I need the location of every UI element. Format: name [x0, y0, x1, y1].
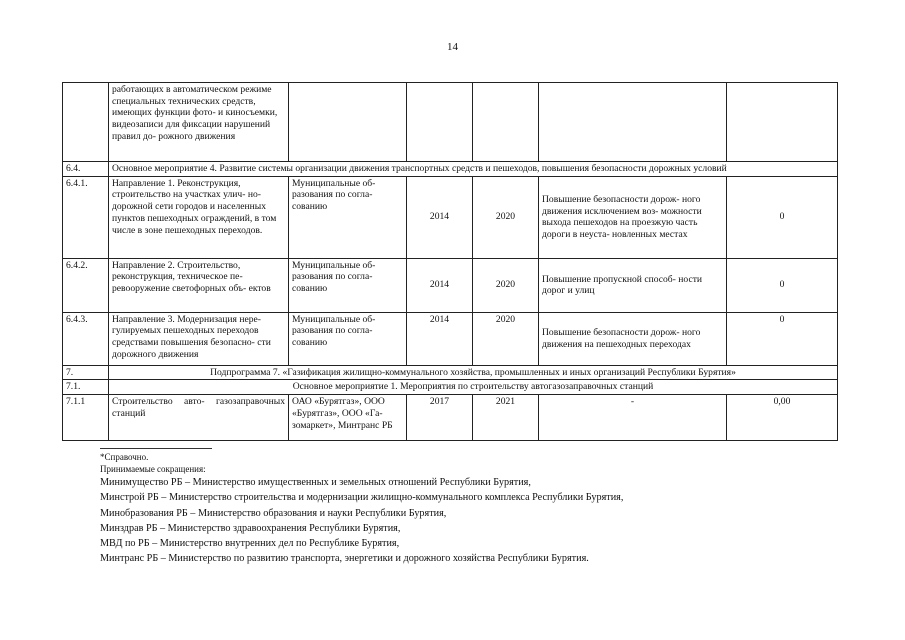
table-row [63, 312, 838, 365]
indicator-value-cell: 0,00 [727, 395, 838, 441]
expected-result-cell: - [539, 395, 727, 441]
indicator-value-cell: 0 [727, 176, 838, 258]
row-number-cell: 6.4.2. [63, 258, 109, 312]
abbreviations-title: Принимаемые сокращения: [100, 464, 206, 474]
abbreviation-line: Минздрав РБ – Министерство здравоохранения Республики Бурятия, [100, 522, 401, 534]
footnote-reference: *Справочно. [100, 452, 149, 462]
end-year-cell: 2020 [473, 258, 539, 312]
start-year-cell: 2014 [407, 312, 473, 365]
row-number-cell: 7.1.1 [63, 395, 109, 441]
measure-name-cell: Направление 2. Строительство, реконструкция, техническое пе- ревооружение светофорных объ- ектов [109, 258, 289, 312]
table-row [63, 395, 838, 441]
end-year-cell: 2021 [473, 395, 539, 441]
start-year-cell: 2014 [407, 258, 473, 312]
expected-result-cell: Повышение безопасности дорож- ного движения на пешеходных переходах [539, 312, 727, 365]
program-table [62, 82, 838, 441]
footnotes [100, 448, 623, 567]
indicator-value-cell: 0 [727, 312, 838, 365]
row-number-cell [63, 83, 109, 162]
expected-result-cell: Повышение безопасности дорож- ного движения исключением воз- можности выхода пешеходов на проезжую часть дороги в неуста- новленных местах [539, 176, 727, 258]
end-year-cell: 2020 [473, 312, 539, 365]
section-row [63, 380, 838, 395]
executor-cell: Муниципальные об- разования по согла- сованию [289, 176, 407, 258]
section-title-cell: Основное мероприятие 4. Развитие системы организации движения транспортных средств и пешеходов, повышения безопасности дорожных условий [109, 162, 838, 177]
measure-name-cell: Строительство авто- газозаправочных станций [109, 395, 289, 441]
section-row [63, 162, 838, 177]
abbreviation-line: Минимущество РБ – Министерство имущественных и земельных отношений Республики Бурятия, [100, 477, 531, 488]
table-row [63, 258, 838, 312]
row-number-cell: 7. [63, 365, 109, 380]
row-number-cell: 7.1. [63, 380, 109, 395]
executor-cell [289, 83, 407, 162]
page-number: 14 [447, 41, 458, 53]
measure-name-cell: работающих в автоматическом режиме специальных технических средств, имеющих функции фото- и киносъемки, видеозаписи для фиксации нарушений правил до- рожного движения [109, 83, 289, 162]
abbreviation-line: Минтранс РБ – Министерство по развитию транспорта, энергетики и дорожного хозяйства Республики Бурятия. [100, 553, 589, 565]
measure-name-cell: Направление 3. Модернизация нере- гулируемых пешеходных переходов средствами повышения безопасно- сти дорожного движения [109, 312, 289, 365]
abbreviation-line: Минстрой РБ – Министерство строительства и модернизации жилищно-коммунального комплекса Республики Бурятия, [100, 492, 624, 504]
indicator-value-cell [727, 83, 838, 162]
section-title-cell: Основное мероприятие 1. Мероприятия по строительству автогазозаправочных станций [109, 380, 838, 395]
end-year-cell: 2020 [473, 176, 539, 258]
measure-name-cell: Направление 1. Реконструкция, строительство на участках улич- но-дорожной сети городов и населенных пунктов пешеходных ограждений, в том числе в зоне пешеходных переходов. [109, 176, 289, 258]
executor-cell: Муниципальные об- разования по согла- сованию [289, 312, 407, 365]
table-row [63, 83, 838, 162]
start-year-cell: 2017 [407, 395, 473, 441]
expected-result-cell: Повышение пропускной способ- ности дорог и улиц [539, 258, 727, 312]
executor-cell: Муниципальные об- разования по согла- сованию [289, 258, 407, 312]
abbreviation-line: МВД по РБ – Министерство внутренних дел по Республике Бурятия, [100, 538, 400, 550]
end-year-cell [473, 83, 539, 162]
start-year-cell [407, 83, 473, 162]
expected-result-cell [539, 83, 727, 162]
row-number-cell: 6.4. [63, 162, 109, 177]
section-row [63, 365, 838, 380]
section-title-cell: Подпрограмма 7. «Газификация жилищно-коммунального хозяйства, промышленных и иных организаций Республики Бурятия» [109, 365, 838, 380]
row-number-cell: 6.4.1. [63, 176, 109, 258]
table-row [63, 176, 838, 258]
indicator-value-cell: 0 [727, 258, 838, 312]
footnote-divider [100, 448, 212, 449]
executor-cell: ОАО «Бурятгаз», ООО «Бурятгаз», ООО «Га- зомаркет», Минтранс РБ [289, 395, 407, 441]
abbreviation-line: Минобразования РБ – Министерство образования и науки Республики Бурятия, [100, 507, 447, 519]
row-number-cell: 6.4.3. [63, 312, 109, 365]
start-year-cell: 2014 [407, 176, 473, 258]
